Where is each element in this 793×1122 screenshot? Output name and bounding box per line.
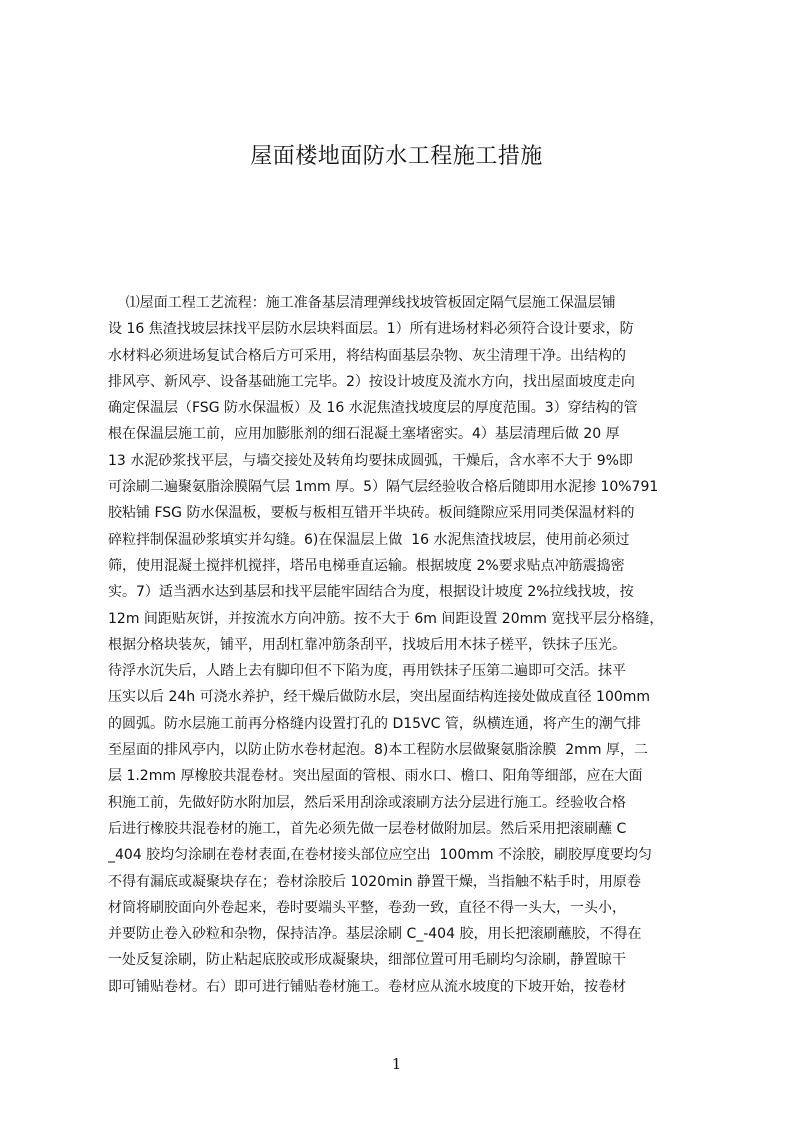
body-line: 设 16 焦渣找坡层抹找平层防水层块料面层。1）所有进场材料必须符合设计要求，防 (108, 321, 634, 338)
body-line: 至屋面的排风亭内，以防止防水卷材起泡。8)本工程防水层做聚氨脂涂膜 2mm 厚，二 (108, 742, 648, 759)
body-line: 实。7）适当洒水达到基层和找平层能牢固结合为度，根据设计坡度 2%拉线找坡，按 (108, 584, 634, 601)
body-line: 13 水泥砂浆找平层，与墙交接处及转角均要抹成圆弧，干燥后，含水率不大于 9%即 (108, 452, 633, 469)
body-line: 积施工前，先做好防水附加层，然后采用刮涂或滚刷方法分层进行施工。经验收合格 (108, 794, 626, 811)
body-line: 并要防止卷入砂粒和杂物，保持洁净。基层涂刷 C_-404 胶，用长把滚刷蘸胶，不得在 (108, 926, 642, 943)
body-line: 材筒将刷胶面向外卷起来，卷时要端头平整，卷劲一致，直径不得一头大，一头小， (108, 899, 626, 916)
body-line: 压实以后 24h 可浇水养护，经干燥后做防水层，突出屋面结构连接处做成直径 100mm (108, 689, 651, 706)
body-line: _404 胶均匀涂刷在卷材表面,在卷材接头部位应空出 100mm 不涂胶，刷胶厚度要均匀 (108, 847, 652, 864)
document-body (108, 290, 696, 1000)
body-line: ⑴屋面工程工艺流程：施工准备基层清理弹线找坡管板固定隔气层施工保温层铺 (108, 295, 616, 311)
document-title: 屋面楼地面防水工程施工措施 (250, 144, 543, 169)
body-line: 胶粘铺 FSG 防水保温板，要板与板相互错开半块砖。板间缝隙应采用同类保温材料的 (108, 505, 635, 522)
body-line: 碎粒拌制保温砂浆填实并勾缝。6)在保温层上做 16 水泥焦渣找坡层，使用前必须过 (108, 531, 630, 548)
body-line: 排风亭、新风亭、设备基础施工完毕。2）按设计坡度及流水方向，找出屋面坡度走向 (108, 373, 635, 390)
body-line: 12m 间距贴灰饼，并按流水方向冲筋。按不大于 6m 间距设置 20mm 宽找平层分格缝， (108, 610, 664, 627)
body-line: 即可铺贴卷材。右）即可进行铺贴卷材施工。卷材应从流水坡度的下坡开始，按卷材 (108, 978, 626, 995)
body-line: 后进行橡胶共混卷材的施工，首先必须先做一层卷材做附加层。然后采用把滚刷蘸 C (108, 820, 627, 837)
body-line: 水材料必须进场复试合格后方可采用，将结构面基层杂物、灰尘清理干净。出结构的 (108, 347, 626, 364)
body-line: 可涂刷二遍聚氨脂涂膜隔气层 1mm 厚。5）隔气层经验收合格后随即用水泥掺 10%791 (108, 479, 659, 496)
body-line: 根据分格块装灰，铺平，用刮杠靠冲筋条刮平，找坡后用木抹子槎平，铁抹子压光。 (108, 636, 626, 653)
body-line: 确定保温层（FSG 防水保温板）及 16 水泥焦渣找坡度层的厚度范围。3）穿结构的管 (108, 400, 638, 417)
body-line: 待浮水沉失后，人踏上去有脚印但不下陷为度，再用铁抹子压第二遍即可交活。抹平 (108, 663, 626, 680)
body-line: 筛，使用混凝土搅拌机搅拌，塔吊电梯垂直运输。根据坡度 2%要求贴点冲筋震捣密 (108, 557, 625, 574)
body-line: 不得有漏底或凝聚块存在；卷材涂胶后 1020min 静置干燥，当指触不粘手时，用原卷 (108, 873, 641, 890)
body-line: 的圆弧。防水层施工前再分格缝内设置打孔的 D15VC 管，纵横连通，将产生的潮气排 (108, 715, 641, 732)
body-line: 一处反复涂刷，防止粘起底胶或形成凝聚块，细部位置可用毛刷均匀涂刷，静置晾干 (108, 952, 626, 969)
page-number: 1 (391, 1055, 402, 1073)
body-line: 根在保温层施工前，应用加膨胀剂的细石混凝土塞堵密实。4）基层清理后做 20 厚 (108, 426, 620, 443)
body-line: 层 1.2mm 厚橡胶共混卷材。突出屋面的管根、雨水口、檐口、阳角等细部，应在大面 (108, 768, 643, 785)
